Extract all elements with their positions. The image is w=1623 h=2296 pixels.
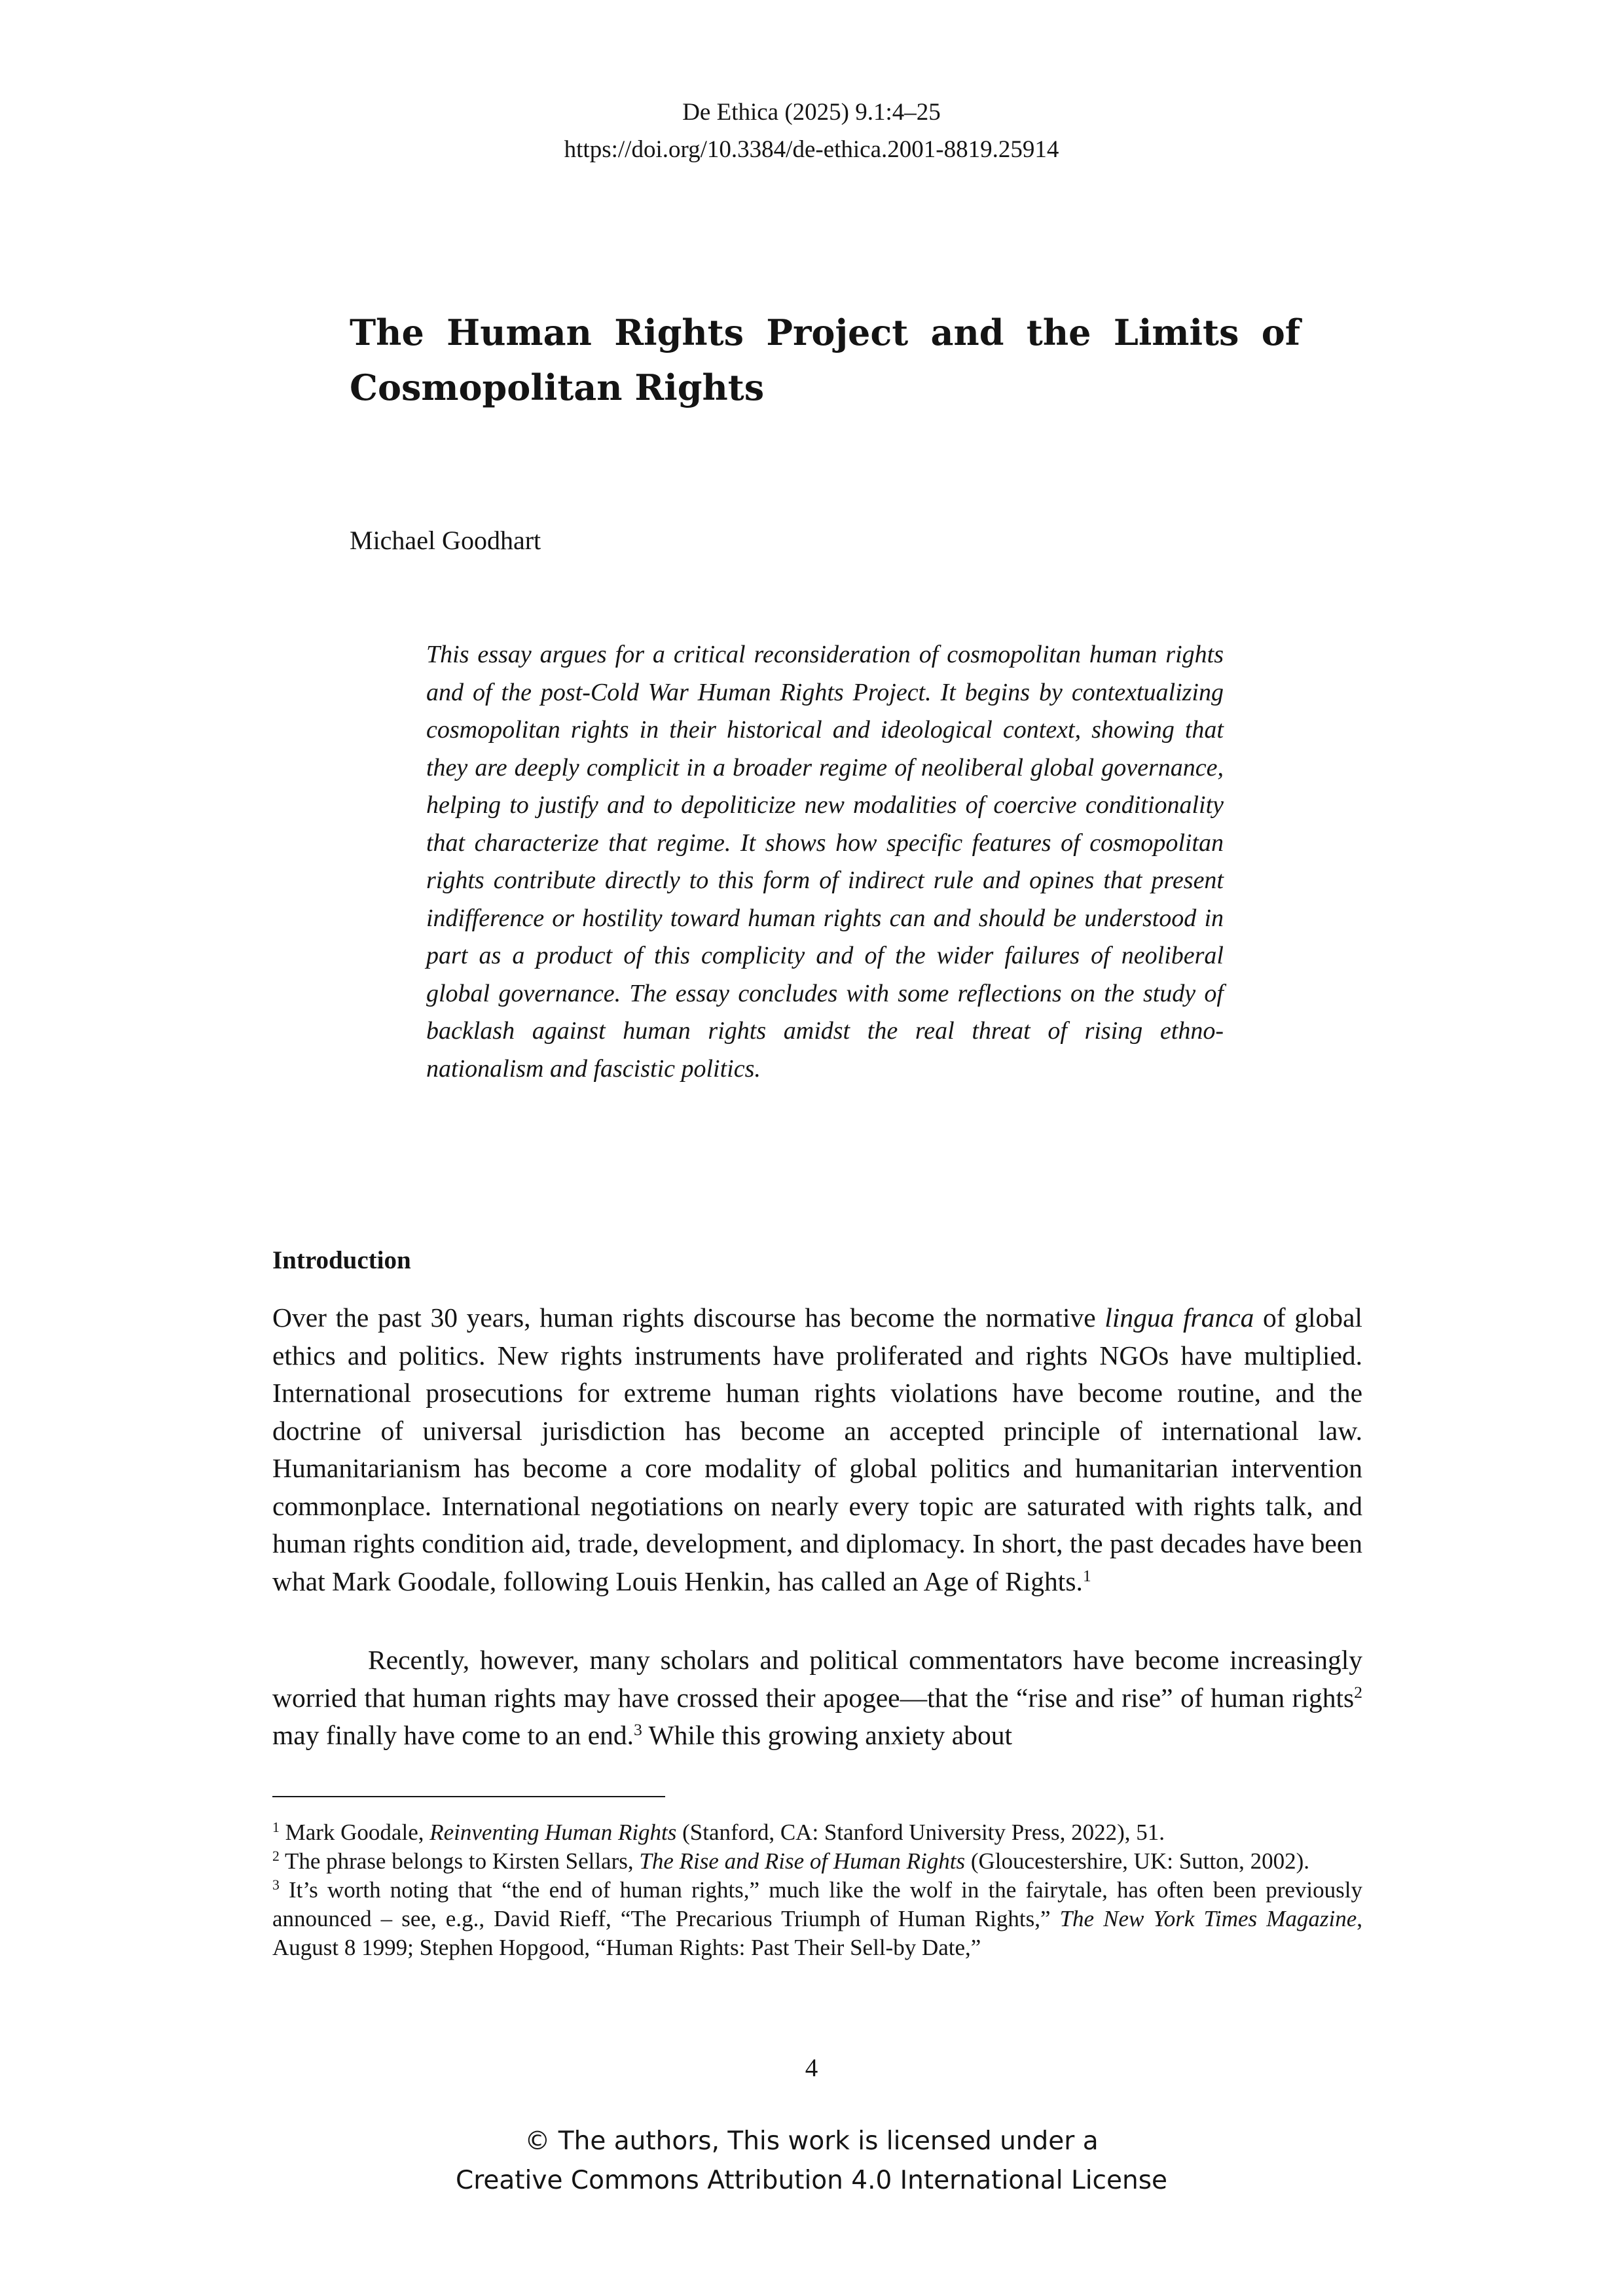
author-name: Michael Goodhart (350, 526, 541, 555)
p1-text-after: of global ethics and politics. New rights instruments have proliferated and rights NGOs have multiplied. International prosecutions for extreme human rights violations have become routine, and the doctrine of universal jurisdiction has become an accepted principle of international law. Humanitarianism has become a core modality of global politics and humanitarian intervention commonplace. International negotiations on nearly every topic are saturated with rights talk, and human rights condition aid, trade, development, and diplomacy. In short, the past decades have been what Mark Goodale, following Louis Henkin, has called an Age of Rights. (272, 1302, 1362, 1596)
footnote-text: , August 8 1999; Stephen Hopgood, “Human Rights: Past Their Sell-by Date,” (272, 1906, 1362, 1960)
footnotes (272, 1818, 1362, 1962)
footnote-ref-3[interactable]: 3 (633, 1719, 642, 1739)
article-title (350, 305, 1300, 415)
footnote-ref-1[interactable]: 1 (1082, 1566, 1091, 1585)
body-paragraph-1 (272, 1299, 1362, 1600)
journal-citation: De Ethica (2025) 9.1:4–25 (682, 99, 941, 126)
footnote-3 (272, 1876, 1362, 1962)
footnote-italic: The Rise and Rise of Human Rights (639, 1848, 966, 1874)
license-line-2[interactable]: Creative Commons Attribution 4.0 International License (455, 2166, 1168, 2195)
section-heading-introduction: Introduction (272, 1246, 411, 1274)
p2-text-3: While this growing anxiety about (642, 1720, 1012, 1750)
footnote-text: Mark Goodale, (279, 1820, 430, 1845)
footnote-number: 3 (272, 1877, 280, 1893)
abstract: This essay argues for a critical reconsideration of cosmopolitan human rights and of the post-Cold War Human Rights Project. It begins by contextualizing cosmopolitan rights in their historical and ideological context, showing that they are deeply complicit in a broader regime of neoliberal global governance, helping to justify and to depoliticize new modalities of coercive conditionality that characterize that regime. It shows how specific features of cosmopolitan rights contribute directly to this form of indirect rule and opines that present indifference or hostility toward human rights can and should be understood in part as a product of this complicity and of the wider failures of neoliberal global governance. The essay concludes with some reflections on the study of backlash against human rights amidst the real threat of rising ethno-nationalism and fascistic politics. (426, 641, 1224, 1083)
p1-text-before: Over the past 30 years, human rights discourse has become the normative (272, 1302, 1105, 1333)
body-paragraph-2 (272, 1641, 1362, 1755)
article-title-line-1: The Human Rights Project and the Limits of (350, 312, 1300, 353)
footnote-text: It’s worth noting that “the end of human rights,” much like the wolf in the fairytale, has often been previously announced – see, e.g., David Rieff, “The Precarious Triumph of Human Rights,” (272, 1877, 1362, 1931)
article-title-line-2: Cosmopolitan Rights (350, 367, 765, 408)
footnote-divider (272, 1796, 665, 1797)
footnote-text: (Gloucestershire, UK: Sutton, 2002). (965, 1848, 1310, 1874)
license-line-1: © The authors, This work is licensed under a (524, 2126, 1099, 2156)
footnote-ref-2[interactable]: 2 (1354, 1682, 1362, 1702)
p2-text-1: Recently, however, many scholars and political commentators have become increasingly worried that human rights may have crossed their apogee—that the “rise and rise” of human rights (272, 1645, 1362, 1713)
doi-link[interactable]: https://doi.org/10.3384/de-ethica.2001-8819.25914 (564, 136, 1059, 163)
footnote-text: (Stanford, CA: Stanford University Press, 2022), 51. (676, 1820, 1165, 1845)
p2-text-2: may finally have come to an end. (272, 1720, 634, 1750)
footnote-number: 1 (272, 1820, 280, 1836)
footnote-number: 2 (272, 1848, 280, 1865)
footnote-text: The phrase belongs to Kirsten Sellars, (279, 1848, 640, 1874)
p1-italic-term: lingua franca (1104, 1302, 1254, 1333)
page-number: 4 (805, 2054, 818, 2082)
footnote-2 (272, 1847, 1362, 1876)
footnote-italic: The New York Times Magazine (1059, 1906, 1357, 1931)
footnote-italic: Reinventing Human Rights (429, 1820, 677, 1845)
footnote-1 (272, 1818, 1362, 1847)
